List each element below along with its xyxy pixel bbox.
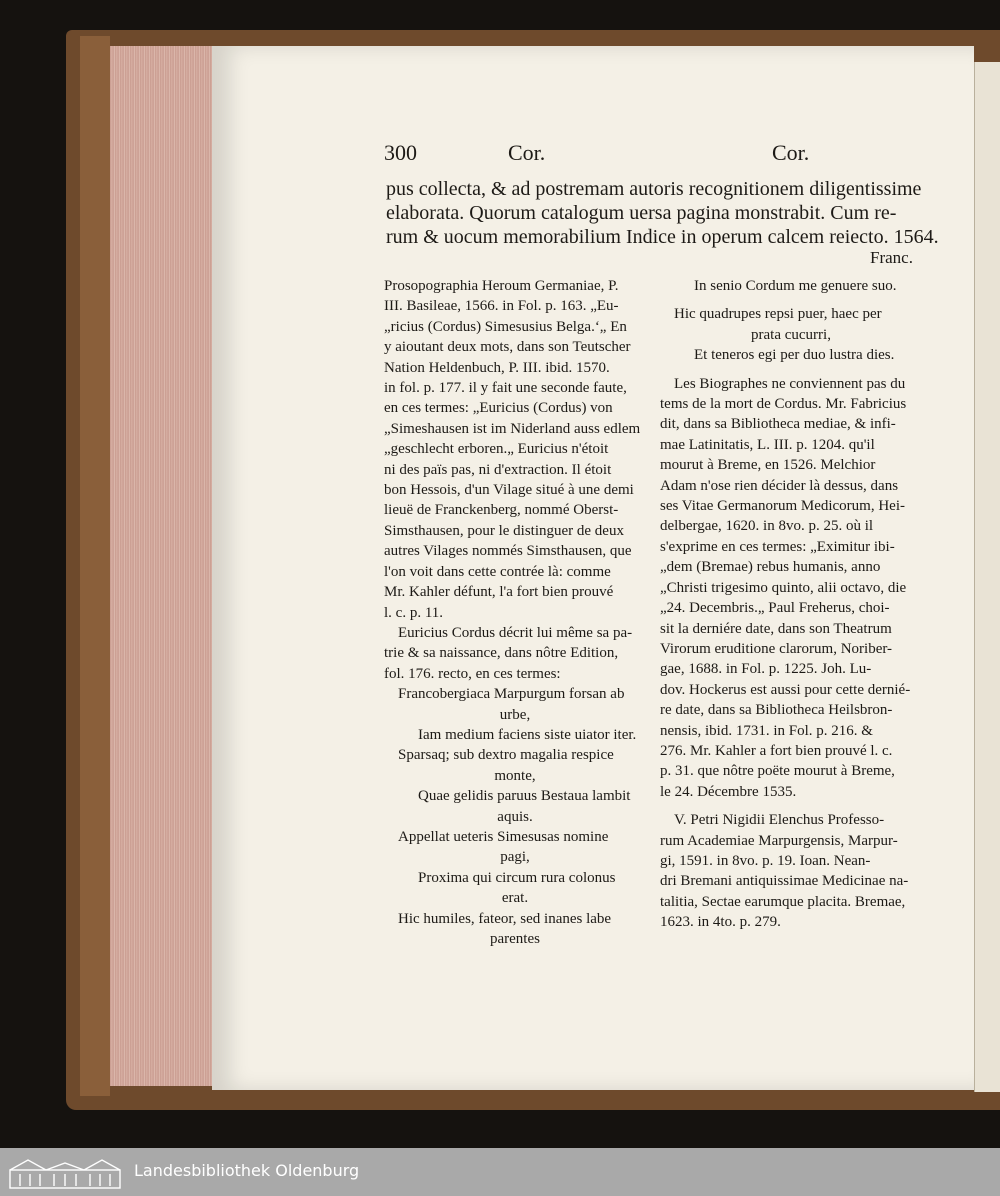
text-line: „geschlecht erboren.„ Euricius n'étoit [384,441,609,458]
text-line: le 24. Décembre 1535. [660,783,797,800]
text-line: „Simeshausen ist im Niderland auss edlem [384,420,641,437]
intro-line: rum & uocum memorabilium Indice in operum calcem reiecto. 1564. [386,226,939,248]
text-line: dri Bremani antiquissimae Medicinae na- [660,873,909,890]
verse-line: Et teneros egi per duo lustra dies. [694,347,895,364]
text-line: Adam n'ose rien décider là dessus, dans [660,477,899,494]
text-line: Nation Heldenbuch, P. III. ibid. 1570. [384,359,610,376]
verse-line: Hic humiles, fateor, sed inanes labe [398,910,612,927]
verse-line: Proxima qui circum rura colonus [418,869,616,886]
text-line: III. Basileae, 1566. in Fol. p. 163. „Eu- [384,298,619,315]
text-line: „dem (Bremae) rebus humanis, anno [660,559,881,576]
text-line: gi, 1591. in 8vo. p. 19. Ioan. Nean- [660,852,871,869]
verse-line: aquis. [497,808,533,825]
text-line: nensis, ibid. 1731. in Fol. p. 216. & [660,722,873,739]
footer-bar [0,1148,1000,1196]
text-line: y aioutant deux mots, dans son Teutscher [384,339,631,356]
text-line: delbergae, 1620. in 8vo. p. 25. où il [660,518,874,535]
text-line: fol. 176. recto, en ces termes: [384,665,561,682]
book-spine-edge [80,36,110,1096]
verse-line: Appellat ueteris Simesusas nomine [398,828,609,845]
running-head-right: Cor. [772,140,810,165]
right-column [660,276,922,933]
text-line: mourut à Breme, en 1526. Melchior [660,457,876,474]
verse-line: erat. [501,890,529,907]
text-line: autres Vilages nommés Simsthausen, que [384,543,632,560]
verse-line: urbe, [499,706,531,723]
verse-line: parentes [490,931,540,947]
page-edges [110,46,214,1086]
verse-line: Iam medium faciens siste uiator iter. [418,726,637,743]
text-line: ni des païs pas, ni d'extraction. Il étoit [384,461,612,478]
text-line: l. c. p. 11. [384,604,444,621]
text-line: sit la derniére date, dans son Theatrum [660,620,892,637]
library-building-logo [8,1156,122,1190]
text-line: in fol. p. 177. il y fait une seconde faute, [384,380,627,397]
text-line: „Christi trigesimo quinto, alii octavo, die [660,579,907,596]
verse-line: monte, [494,767,536,784]
running-head-left: Cor. [508,140,546,165]
text-line: Les Biographes ne conviennent pas du [674,375,906,392]
library-name: Landesbibliothek Oldenburg [134,1161,360,1180]
text-line: ses Vitae Germanorum Medicorum, Hei- [660,498,906,515]
text-line: tems de la mort de Cordus. Mr. Fabricius [660,396,907,413]
text-line: Mr. Kahler défunt, l'a fort bien prouvé [384,584,614,601]
text-line: l'on voit dans cette contrée là: comme [384,563,611,580]
facing-page-edge [974,62,1000,1092]
verse-line: Quae gelidis paruus Bestaua lambit [418,788,631,805]
text-line: talitia, Sectae earumque placita. Bremae, [660,893,906,910]
left-column [384,276,646,949]
text-line: Euricius Cordus décrit lui même sa pa- [398,624,633,641]
intro-line: elaborata. Quorum catalogum uersa pagina monstrabit. Cum re- [386,202,897,224]
text-line: 276. Mr. Kahler a fort bien prouvé l. c. [660,742,893,759]
text-line: V. Petri Nigidii Elenchus Professo- [674,812,885,829]
text-line: rum Academiae Marpurgensis, Marpur- [660,832,898,849]
verse-line: In senio Cordum me genuere suo. [694,278,897,294]
text-line: gae, 1688. in Fol. p. 1225. Joh. Lu- [660,661,872,678]
intro-line: Franc. [870,248,913,267]
page-number: 300 [384,140,417,165]
text-line: re date, dans sa Bibliotheca Heilsbron- [660,702,893,719]
text-line: Prosopographia Heroum Germaniae, P. [384,278,619,294]
text-line: Simsthausen, pour le distinguer de deux [384,522,624,539]
text-line: trie & sa naissance, dans nôtre Edition, [384,645,619,662]
verse-line: Francobergiaca Marpurgum forsan ab [398,686,625,703]
text-line: dit, dans sa Bibliotheca mediae, & infi- [660,416,896,433]
text-line: „ricius (Cordus) Simesusius Belga.‘„ En [384,318,627,335]
verse-line: Sparsaq; sub dextro magalia respice [398,747,614,764]
text-line: p. 31. que nôtre poëte mourut à Breme, [660,763,895,780]
text-line: lieuë de Franckenberg, nommé Oberst- [384,502,619,519]
verse-line: prata cucurri, [751,326,831,343]
text-line: Virorum eruditione clarorum, Noriber- [660,640,893,657]
verse-line: Hic quadrupes repsi puer, haec per [674,306,882,323]
text-line: mae Latinitatis, L. III. p. 1204. qu'il [660,436,875,453]
text-line: bon Hessois, d'un Vilage situé à une demi [384,482,634,499]
text-line: dov. Hockerus est aussi pour cette dernié- [660,681,911,698]
text-line: „24. Decembris.„ Paul Freherus, choi- [660,600,890,617]
text-line: 1623. in 4to. p. 279. [660,914,781,931]
verse-line: pagi, [500,849,530,866]
text-line: en ces termes: „Euricius (Cordus) von [384,400,613,417]
intro-line: pus collecta, & ad postremam autoris recognitionem diligentissime [386,178,922,200]
text-line: s'exprime en ces termes: „Eximitur ibi- [660,538,895,555]
